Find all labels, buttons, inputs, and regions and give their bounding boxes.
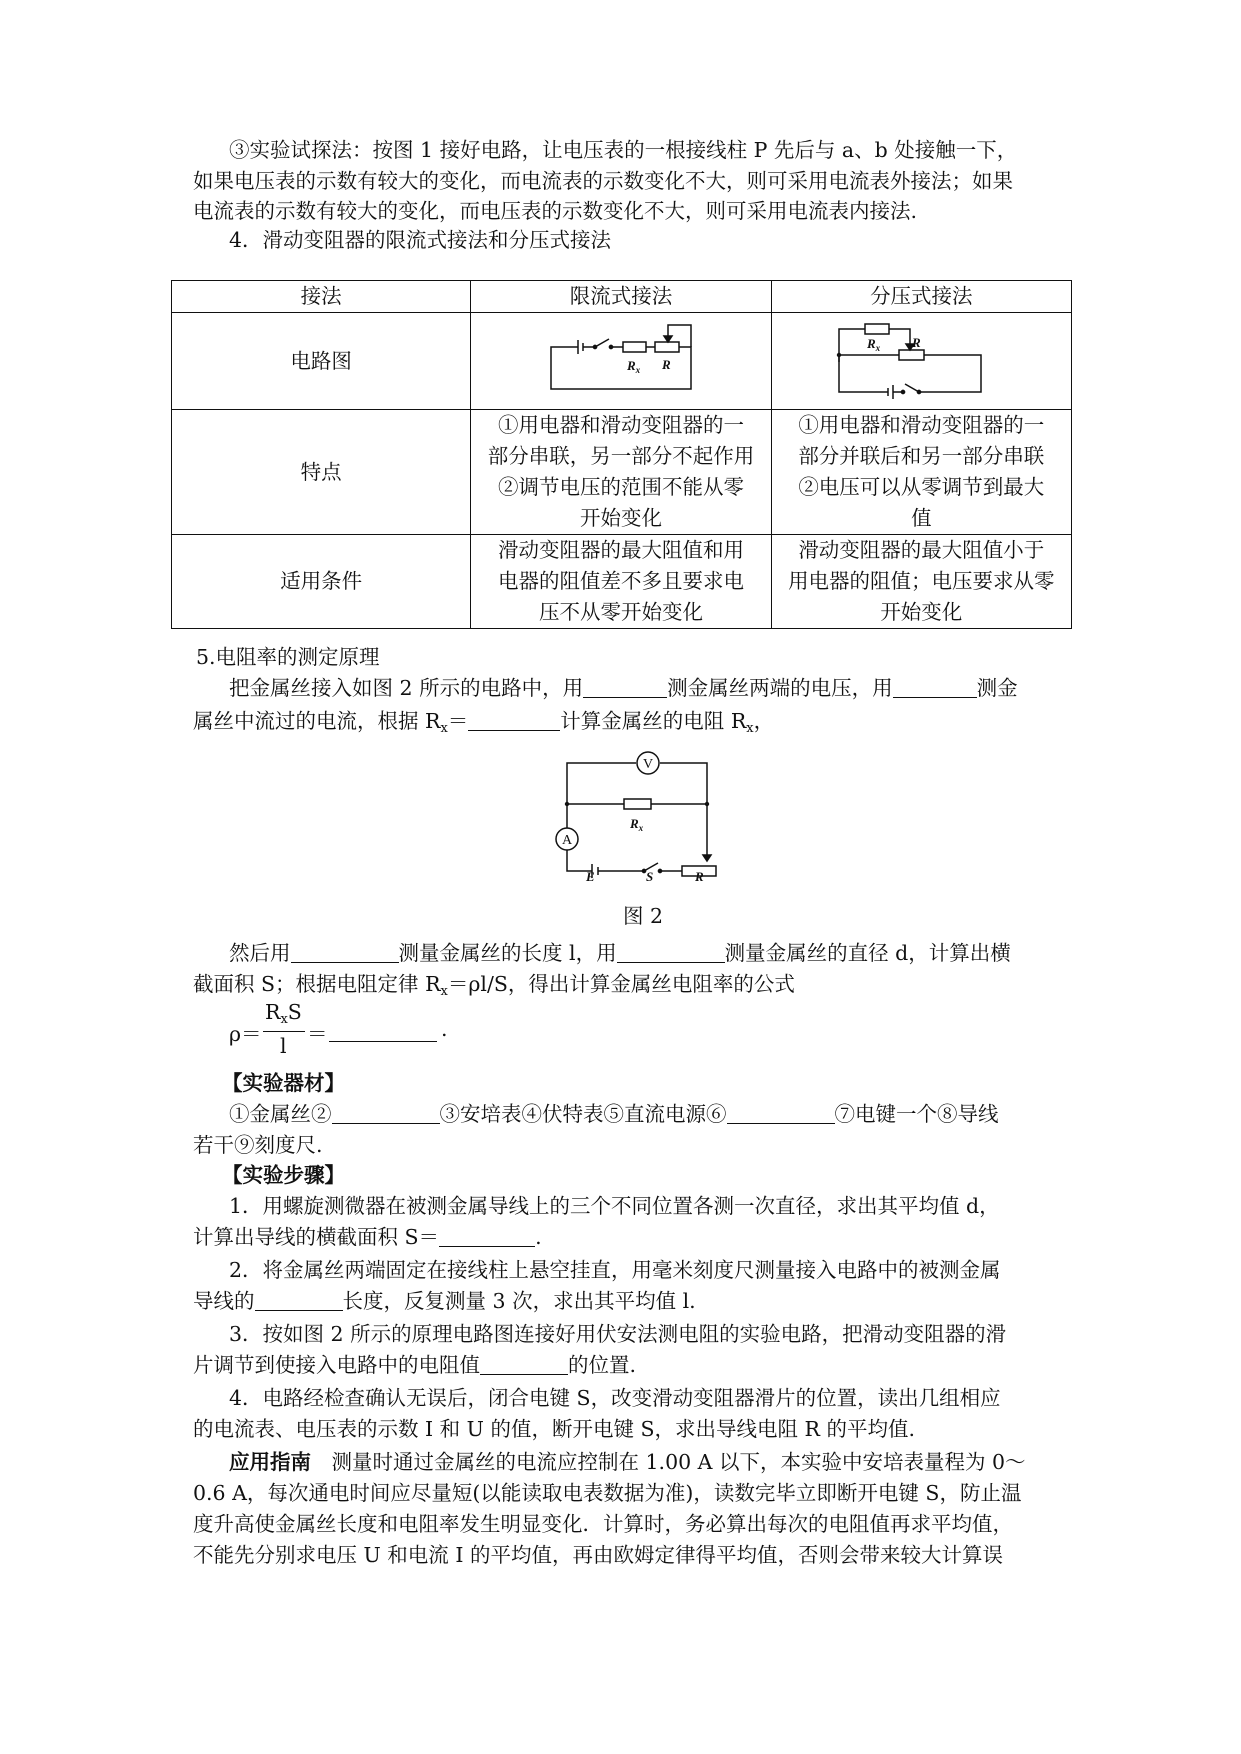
step1-line2: 计算出导线的横截面积 S＝ .	[193, 1225, 542, 1249]
comparison-table	[171, 280, 1072, 629]
area-blank[interactable]	[439, 1224, 535, 1247]
step3-line2: 片调节到使接入电路中的电阻值 的位置.	[193, 1353, 637, 1377]
diameter-tool-blank[interactable]	[617, 940, 725, 963]
table-row-circuit	[172, 313, 1072, 410]
guide-line1: 应用指南 测量时通过金属丝的电流应控制在 1.00 A 以下，本实验中安培表量程为 0～	[229, 1450, 1026, 1474]
guide-title: 应用指南	[229, 1450, 311, 1474]
guide-line2: 0.6 A，每次通电时间应尽量短(以能读取电表数据为准)，读数完毕立即断开电键 S，防止温	[193, 1481, 1022, 1505]
limiting-r-label: R	[661, 356, 671, 372]
guide-line4: 不能先分别求电压 U 和电流 I 的平均值，再由欧姆定律得平均值，否则会带来较大计算误	[193, 1543, 1003, 1567]
guide-line3: 度升高使金属丝长度和电阻率发生明显变化．计算时，务必算出每次的电阻值再求平均值，	[193, 1512, 1013, 1536]
steps-heading: 【实验步骤】	[222, 1163, 345, 1187]
step2-line2: 导线的 长度，反复测量 3 次，求出其平均值 l.	[193, 1289, 696, 1313]
length-tool-blank[interactable]	[291, 940, 399, 963]
row-label-features: 特点	[172, 410, 471, 535]
principle-line2: 属丝中流过的电流，根据 $R_x=$ 计算金属丝的电阻 $R_x$，	[193, 709, 775, 736]
divider-r-label: R	[912, 334, 921, 350]
equipment-line2: 若干⑨刻度尺.	[193, 1133, 323, 1157]
table-header-divider: 分压式接法	[771, 281, 1071, 313]
voltmeter-label: V	[643, 757, 654, 772]
limiting-circuit-cell	[471, 313, 771, 410]
divider-circuit-cell	[771, 313, 1071, 410]
measure-line2: 截面积 S；根据电阻定律 $R_x=\rho l/S$，得出计算金属丝电阻率的公式	[193, 972, 795, 999]
divider-features-cell: ①用电器和滑动变阻器的一 部分并联后和另一部分串联 ②电压可以从零调节到最大 值	[771, 410, 1071, 535]
divider-conditions-cell: 滑动变阻器的最大阻值小于 用电器的阻值；电压要求从零 开始变化	[771, 535, 1071, 629]
fig2-r-label: R	[695, 869, 704, 884]
resistance-formula-blank[interactable]	[468, 708, 560, 731]
equipment-blank-6[interactable]	[727, 1101, 835, 1124]
table-header-method: 接法	[172, 281, 471, 313]
para3-line3: 电流表的示数有较大的变化，而电压表的示数变化不大，则可采用电流表内接法.	[193, 199, 918, 223]
row-label-conditions: 适用条件	[172, 535, 471, 629]
ammeter-label: A	[562, 833, 573, 848]
row-label-circuit: 电路图	[172, 313, 471, 410]
para3-line2: 如果电压表的示数有较大的变化，而电流表的示数变化不大，则可采用电流表外接法；如果	[193, 169, 1013, 193]
effective-length-blank[interactable]	[255, 1288, 343, 1311]
principle-line1: 把金属丝接入如图 2 所示的电路中，用 测金属丝两端的电压，用 测金	[229, 676, 1018, 700]
figure2-caption: 图 2	[623, 904, 664, 928]
step4-line1: 4．电路经检查确认无误后，闭合电键 S，改变滑动变阻器滑片的位置，读出几组相应	[229, 1386, 1001, 1410]
fraction-bar	[263, 1031, 305, 1032]
rheostat-position-blank[interactable]	[480, 1352, 568, 1375]
table-header-limiting: 限流式接法	[471, 281, 771, 313]
step3-line1: 3．按如图 2 所示的原理电路图连接好用伏安法测电阻的实验电路，把滑动变阻器的滑	[229, 1322, 1007, 1346]
fig2-e-label: E	[586, 869, 595, 884]
step4-line2: 的电流表、电压表的示数 I 和 U 的值，断开电键 S，求出导线电阻 R 的平均值.	[193, 1417, 915, 1441]
table-row-conditions	[172, 535, 1072, 629]
section5-title: 5.电阻率的测定原理	[196, 645, 380, 669]
step1-line1: 1．用螺旋测微器在被测金属导线上的三个不同位置各测一次直径，求出其平均值 d，	[229, 1194, 1000, 1218]
table-header-row	[172, 281, 1072, 313]
figure2-circuit-diagram	[552, 748, 722, 884]
resistivity-blank[interactable]	[329, 1019, 437, 1042]
limiting-rx-label: $R_x$	[626, 357, 641, 375]
divider-circuit-diagram	[831, 314, 1011, 400]
table-row-features	[172, 410, 1072, 535]
resistivity-formula: ρ＝ $R_xS$ l ＝ .	[229, 1000, 448, 1058]
limiting-conditions-cell: 滑动变阻器的最大阻值和用 电器的阻值差不多且要求电 压不从零开始变化	[471, 535, 771, 629]
equipment-line1: ①金属丝② ③安培表④伏特表⑤直流电源⑥ ⑦电键一个⑧导线	[229, 1102, 999, 1126]
limiting-circuit-diagram	[531, 317, 711, 397]
equipment-blank-2[interactable]	[332, 1101, 440, 1124]
fig2-s-label: S	[646, 869, 654, 884]
para3-line1: ③实验试探法：按图 1 接好电路，让电压表的一根接线柱 P 先后与 a、b 处接触一下，	[229, 138, 1018, 162]
divider-rx-label: $R_x$	[867, 335, 881, 353]
step2-line1: 2．将金属丝两端固定在接线柱上悬空挂直，用毫米刻度尺测量接入电路中的被测金属	[229, 1258, 1001, 1282]
formula-numerator: $R_xS$	[265, 1000, 302, 1027]
equipment-heading: 【实验器材】	[222, 1071, 345, 1095]
limiting-features-cell: ①用电器和滑动变阻器的一 部分串联，另一部分不起作用 ②调节电压的范围不能从零 开始变化	[471, 410, 771, 535]
voltmeter-blank[interactable]	[583, 675, 667, 698]
ammeter-blank[interactable]	[893, 675, 977, 698]
formula-denominator: l	[280, 1034, 287, 1058]
fig2-rx-label: $R_x$	[630, 816, 644, 833]
measure-line1: 然后用 测量金属丝的长度 l，用 测量金属丝的直径 d，计算出横	[229, 941, 1011, 965]
section4-title: 4．滑动变阻器的限流式接法和分压式接法	[229, 228, 612, 252]
